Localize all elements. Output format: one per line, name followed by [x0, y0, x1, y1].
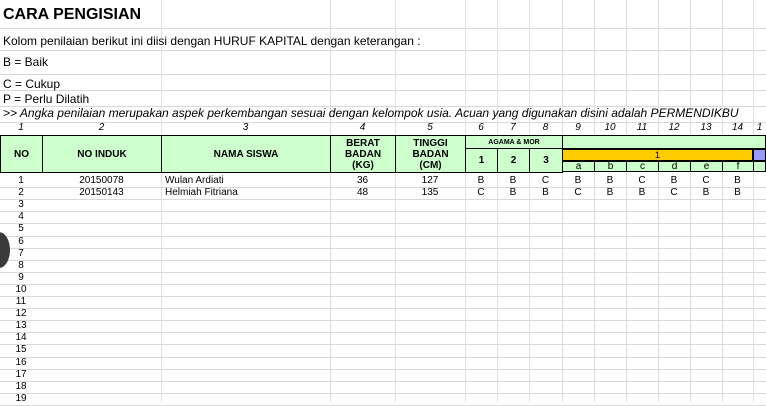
row-number[interactable]: 14: [15, 332, 27, 344]
grid-column-line: [753, 0, 754, 402]
row-number[interactable]: 15: [15, 344, 27, 356]
row-number[interactable]: 13: [15, 320, 27, 332]
grid-line: [0, 308, 766, 309]
grid-column-line: [626, 0, 627, 402]
grid-line: [0, 236, 766, 237]
grid-column-line: [658, 0, 659, 402]
cell-grade[interactable]: B: [574, 175, 582, 186]
grid-column-line: [690, 0, 691, 402]
cell-grade[interactable]: B: [734, 175, 741, 186]
grid-line: [0, 223, 766, 224]
column-number: 13: [700, 122, 712, 133]
row-number[interactable]: 12: [15, 308, 27, 320]
header-berat-label: BERAT BADAN (KG): [344, 137, 382, 171]
cell-grade[interactable]: C: [638, 175, 646, 186]
grid-column-line: [497, 0, 498, 402]
header-no-induk: [42, 135, 162, 173]
grid-column-line: [594, 0, 595, 402]
cell-no-induk[interactable]: 20150143: [79, 187, 124, 199]
column-number: 10: [604, 122, 616, 133]
column-number: 14: [731, 122, 744, 133]
legend-baik: B = Baik: [3, 55, 49, 69]
row-number[interactable]: 17: [15, 368, 27, 380]
grid-line: [0, 393, 766, 394]
header-berat-badan: [330, 135, 396, 173]
header-tinggi-badan: [395, 135, 466, 173]
cell-berat-badan[interactable]: 48: [356, 187, 369, 199]
grid-line: [0, 296, 766, 297]
cell-grade[interactable]: B: [702, 187, 710, 199]
row-number[interactable]: 2: [18, 187, 24, 199]
column-number: 8: [542, 122, 549, 133]
header-agama-sub-1: [465, 148, 498, 173]
grid-line: [0, 357, 766, 358]
cell-grade[interactable]: C: [541, 175, 550, 186]
grid-line: [0, 248, 766, 249]
header-no-induk-label: NO INDUK: [77, 148, 127, 160]
cell-tinggi-badan[interactable]: 135: [421, 187, 439, 199]
cell-grade[interactable]: B: [638, 187, 646, 199]
row-number[interactable]: 1: [18, 175, 24, 186]
header-agama-sub-label: 3: [543, 155, 549, 166]
column-number: 9: [575, 122, 581, 133]
aspect-sub-header: b: [594, 161, 627, 172]
header-no: [0, 135, 43, 173]
column-number: 4: [359, 122, 366, 133]
grid-line: [0, 211, 766, 212]
cell-grade[interactable]: B: [509, 175, 517, 186]
aspect-sub-header: d: [658, 161, 691, 172]
grid-column-line: [161, 0, 162, 402]
grid-line: [0, 344, 766, 345]
column-number: 5: [427, 122, 433, 133]
grid-line: [0, 381, 766, 382]
cell-grade[interactable]: B: [477, 175, 485, 186]
cell-grade[interactable]: B: [606, 175, 614, 186]
grid-column-line: [395, 0, 396, 402]
grid-column-line: [465, 0, 466, 402]
row-number[interactable]: 6: [18, 235, 24, 247]
row-number[interactable]: 16: [15, 356, 27, 368]
row-number[interactable]: 18: [15, 380, 27, 392]
aspect-sub-header: a: [562, 161, 595, 172]
legend-perlu: P = Perlu Dilatih: [3, 92, 90, 106]
grid-column-line: [562, 0, 563, 402]
grid-line: [0, 90, 766, 91]
cell-grade[interactable]: B: [734, 187, 741, 199]
column-number: 3: [242, 122, 249, 133]
header-nama-siswa: [161, 135, 331, 173]
header-agama-sub-label: 2: [510, 155, 517, 166]
grid-line: [0, 74, 766, 75]
aspect-sub-header: e: [690, 161, 723, 172]
grid-column-line: [529, 0, 530, 402]
column-number: 11: [636, 122, 648, 133]
header-no-label: NO: [14, 148, 29, 160]
row-number[interactable]: 11: [15, 296, 27, 307]
cell-nama-siswa[interactable]: Wulan Ardiati: [165, 175, 224, 186]
header-agama-moral: [465, 135, 563, 149]
grid-line: [0, 332, 766, 333]
cell-grade[interactable]: B: [606, 187, 614, 199]
aspect-sub-header: f: [722, 161, 754, 172]
column-number: 6: [478, 122, 484, 133]
cell-grade[interactable]: B: [509, 187, 517, 199]
grid-line: [0, 28, 766, 29]
grid-column-line: [330, 0, 331, 402]
row-number[interactable]: 5: [18, 223, 24, 235]
grid-line: [0, 260, 766, 261]
cell-grade[interactable]: C: [477, 187, 485, 199]
cell-berat-badan[interactable]: 36: [356, 175, 369, 186]
header-aspect-band: [562, 135, 766, 149]
legend-cukup: C = Cukup: [3, 77, 61, 91]
row-number[interactable]: 10: [15, 283, 27, 295]
header-agama-label: AGAMA & MOR: [488, 138, 540, 146]
cell-tinggi-badan[interactable]: 127: [421, 175, 439, 186]
cell-grade[interactable]: C: [702, 175, 710, 186]
row-number[interactable]: 8: [18, 259, 24, 271]
column-number: 7: [510, 122, 516, 133]
note-text: >> Angka penilaian merupakan aspek perkembangan sesuai dengan kelompok usia. Acuan yang digunakan disini adalah PERMENDIKBU: [3, 106, 739, 120]
row-number[interactable]: 4: [18, 211, 24, 223]
column-number: 2: [98, 122, 105, 133]
grid-line: [0, 284, 766, 285]
grid-line: [0, 50, 766, 51]
cell-grade[interactable]: C: [670, 187, 678, 199]
header-agama-sub-3: [529, 148, 563, 173]
grid-line: [0, 199, 766, 200]
row-number[interactable]: 9: [18, 271, 24, 283]
instruction-text: Kolom penilaian berikut ini diisi dengan HURUF KAPITAL dengan keterangan :: [3, 34, 421, 48]
header-aspect-2: [753, 149, 766, 161]
header-agama-sub-2: [497, 148, 530, 173]
page-title: CARA PENGISIAN: [3, 6, 142, 23]
grid-column-line: [722, 0, 723, 402]
row-number[interactable]: 3: [18, 199, 24, 211]
row-number[interactable]: 19: [15, 392, 27, 404]
cell-no-induk[interactable]: 20150078: [79, 175, 124, 186]
column-number: 12: [668, 122, 680, 133]
cell-nama-siswa[interactable]: Helmiah Fitriana: [165, 187, 238, 199]
column-number: 1: [756, 122, 763, 133]
aspect-sub-header: c: [626, 161, 659, 172]
header-tinggi-label: TINGGI BADAN (CM): [412, 137, 449, 171]
aspect-sub-header: [753, 161, 766, 172]
column-number: 1: [18, 122, 24, 133]
cell-grade[interactable]: B: [542, 187, 549, 199]
grid-line: [0, 272, 766, 273]
header-agama-sub-label: 1: [478, 155, 485, 166]
row-number[interactable]: 7: [18, 247, 24, 259]
cell-grade[interactable]: B: [670, 175, 678, 186]
grid-line: [0, 369, 766, 370]
header-nama-label: NAMA SISWA: [213, 148, 279, 160]
header-aspect-1: 1: [562, 149, 753, 161]
grid-line: [0, 320, 766, 321]
cell-grade[interactable]: C: [574, 187, 582, 199]
